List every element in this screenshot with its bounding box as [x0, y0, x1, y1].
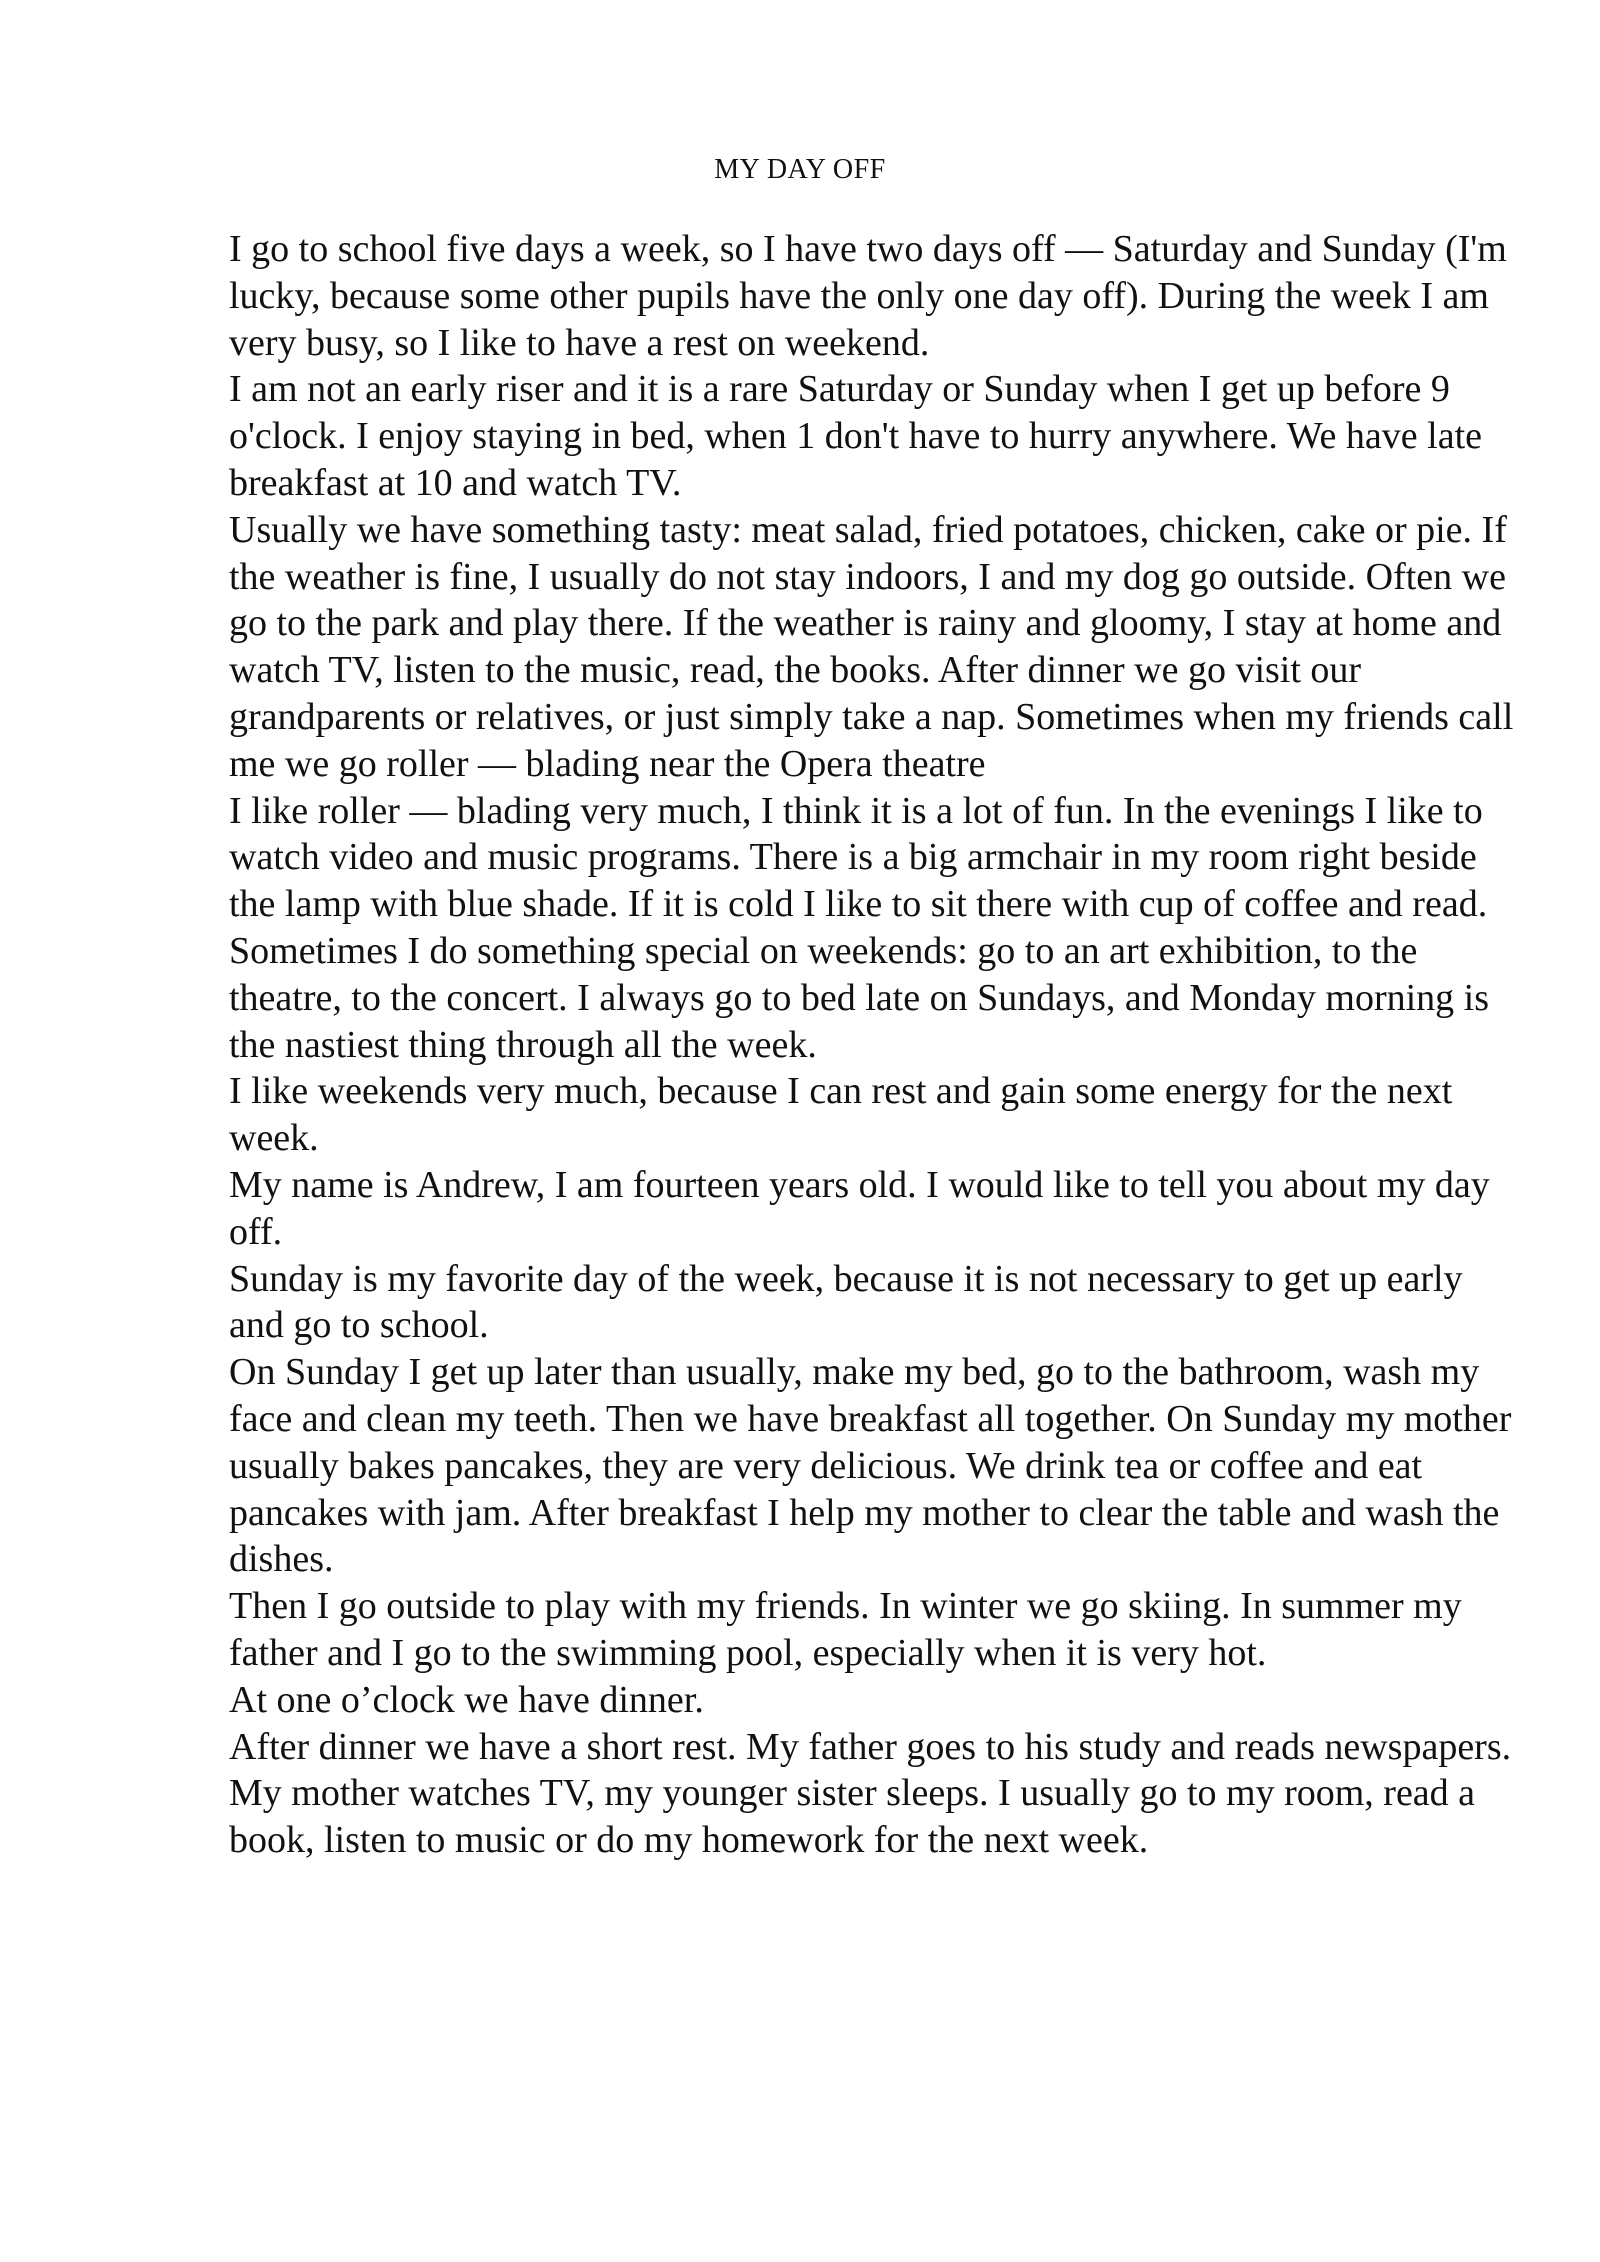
paragraph-1: I go to school five days a week, so I have two days off — Saturday and Sunday (I'm lucky, because some other pupils have the only one day off). During the week I am very busy, so I like to have a rest on weekend. — [229, 228, 1507, 364]
paragraph-10: Then I go outside to play with my friends. In winter we go skiing. In summer my father and I go to the swimming pool, especially when it is very hot. — [229, 1585, 1462, 1674]
paragraph-8: Sunday is my favorite day of the week, because it is not necessary to get up early and go to school. — [229, 1257, 1463, 1347]
paragraph-7: My name is Andrew, I am fourteen years old. I would like to tell you about my day off. — [229, 1163, 1490, 1253]
paragraph-3: Usually we have something tasty: meat salad, fried potatoes, chicken, cake or pie. If the weather is fine, I usually do not stay indoors, I and my dog go outside. Often we go to the park and play there. If the weather is rainy and gloomy, I stay at home and watch TV, listen to the music, read, the books. After dinner we go visit our grandparents or relatives, or just simply take a nap. Sometimes when my friends call me we go roller — blading near the Opera theatre — [229, 508, 1514, 785]
paragraph-6: I like weekends very much, because I can rest and gain some energy for the next week. — [229, 1070, 1453, 1160]
paragraph-2: I am not an early riser and it is a rare Saturday or Sunday when I get up before 9 o'clock. I enjoy staying in bed, when 1 don't have to hurry anywhere. We have late breakfast at 10 and watch TV. — [229, 368, 1482, 504]
paragraph-12: After dinner we have a short rest. My father goes to his study and reads newspapers. My mother watches TV, my younger sister sleeps. I usually go to my room, read a book, listen to music or do my homework for the next week. — [229, 1725, 1512, 1862]
paragraph-5: Sometimes I do something special on weekends: go to an art exhibition, to the theatre, to the concert. I always go to bed late on Sundays, and Monday morning is the nastiest thing through all the week. — [229, 929, 1490, 1066]
paragraph-9: On Sunday I get up later than usually, make my bed, go to the bathroom, wash my face and clean my teeth. Then we have breakfast all together. On Sunday my mother usually bakes pancakes, they are very delicious. We drink tea or coffee and eat pancakes with jam. After breakfast I help my mother to clear the table and wash the dishes. — [229, 1351, 1512, 1581]
document-body — [229, 226, 1519, 1864]
paragraph-11: At one o’clock we have dinner. — [229, 1678, 704, 1721]
document-title: MY DAY OFF — [714, 154, 886, 185]
paragraph-4: I like roller — blading very much, I think it is a lot of fun. In the evenings I like to watch video and music programs. There is a big armchair in my room right beside the lamp with blue shade. If it is cold I like to sit there with cup of coffee and read. — [229, 789, 1488, 926]
